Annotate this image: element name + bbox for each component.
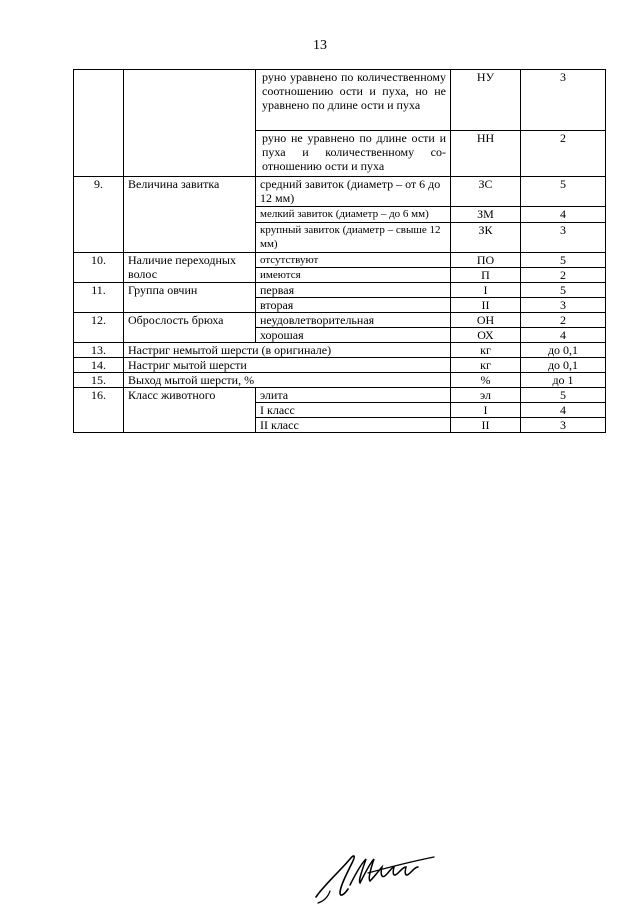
grade-code: кг xyxy=(451,358,521,373)
grade-description: вторая xyxy=(256,298,451,313)
table-row xyxy=(74,253,606,268)
grade-code: ЗМ xyxy=(451,207,521,223)
criterion-name: Величина завитка xyxy=(124,177,256,253)
grade-score: 5 xyxy=(521,388,606,403)
grade-code: I xyxy=(451,403,521,418)
criterion-name: Оброслость брюха xyxy=(124,313,256,343)
grade-description: руно не уравнено по длине ости и пуха и количественному соотношению ости и пуха xyxy=(256,131,451,177)
grade-code: II xyxy=(451,298,521,313)
table-row xyxy=(74,70,606,131)
grade-score: до 1 xyxy=(521,373,606,388)
grade-score: до 0,1 xyxy=(521,358,606,373)
criterion-name: Класс животного xyxy=(124,388,256,433)
row-number: 14. xyxy=(74,358,124,373)
grade-score: 5 xyxy=(521,177,606,207)
grade-score: 2 xyxy=(521,131,606,177)
row-number: 9. xyxy=(74,177,124,253)
table-row xyxy=(74,388,606,403)
grade-description: хорошая xyxy=(256,328,451,343)
grade-description: неудовлетворительная xyxy=(256,313,451,328)
criterion-name-cell xyxy=(124,70,256,177)
grade-description: I класс xyxy=(256,403,451,418)
grade-score: 3 xyxy=(521,418,606,433)
grade-score: 5 xyxy=(521,253,606,268)
criterion-name: Настриг мытой шерсти xyxy=(124,358,451,373)
grade-description: элита xyxy=(256,388,451,403)
table-row xyxy=(74,343,606,358)
row-number: 11. xyxy=(74,283,124,313)
grade-code: кг xyxy=(451,343,521,358)
grade-score: 3 xyxy=(521,223,606,253)
grade-score: 5 xyxy=(521,283,606,298)
grade-score: 3 xyxy=(521,298,606,313)
grade-code: I xyxy=(451,283,521,298)
grade-score: 2 xyxy=(521,313,606,328)
grade-description: II класс xyxy=(256,418,451,433)
table-row xyxy=(74,177,606,207)
grade-description: крупный завиток (диаметр – свыше 12 мм) xyxy=(256,223,451,253)
row-number: 13. xyxy=(74,343,124,358)
criterion-name: Выход мытой шерсти, % xyxy=(124,373,451,388)
grade-code: ЗК xyxy=(451,223,521,253)
grade-code: ОН xyxy=(451,313,521,328)
row-number-cell xyxy=(74,70,124,177)
table-row xyxy=(74,313,606,328)
criterion-name: Настриг немытой шерсти (в оригинале) xyxy=(124,343,451,358)
grade-description: отсутствуют xyxy=(256,253,451,268)
criterion-name: Группа овчин xyxy=(124,283,256,313)
page-number: 13 xyxy=(313,38,327,53)
grade-score: до 0,1 xyxy=(521,343,606,358)
wool-evaluation-table xyxy=(73,69,606,433)
grade-score: 3 xyxy=(521,70,606,131)
row-number: 10. xyxy=(74,253,124,283)
handwritten-signature xyxy=(310,845,445,905)
grade-code: НН xyxy=(451,131,521,177)
grade-code: П xyxy=(451,268,521,283)
grade-description: имеются xyxy=(256,268,451,283)
row-number: 16. xyxy=(74,388,124,433)
grade-description: руно уравнено по количественному соотношению ости и пуха, но не уравнено по длине ости и пуха xyxy=(256,70,451,131)
grade-code: эл xyxy=(451,388,521,403)
grade-code: НУ xyxy=(451,70,521,131)
grade-code: II xyxy=(451,418,521,433)
grade-description: первая xyxy=(256,283,451,298)
grade-code: ПО xyxy=(451,253,521,268)
grade-score: 2 xyxy=(521,268,606,283)
criterion-name: Наличие переходных волос xyxy=(124,253,256,283)
grade-code: ЗС xyxy=(451,177,521,207)
row-number: 15. xyxy=(74,373,124,388)
grade-code: % xyxy=(451,373,521,388)
grade-score: 4 xyxy=(521,328,606,343)
grade-description: мелкий завиток (диаметр – до 6 мм) xyxy=(256,207,451,223)
grade-score: 4 xyxy=(521,403,606,418)
grade-score: 4 xyxy=(521,207,606,223)
table-row xyxy=(74,358,606,373)
grade-description: средний завиток (диаметр – от 6 до 12 мм) xyxy=(256,177,451,207)
grade-code: ОХ xyxy=(451,328,521,343)
table-row xyxy=(74,283,606,298)
row-number: 12. xyxy=(74,313,124,343)
table-row xyxy=(74,373,606,388)
